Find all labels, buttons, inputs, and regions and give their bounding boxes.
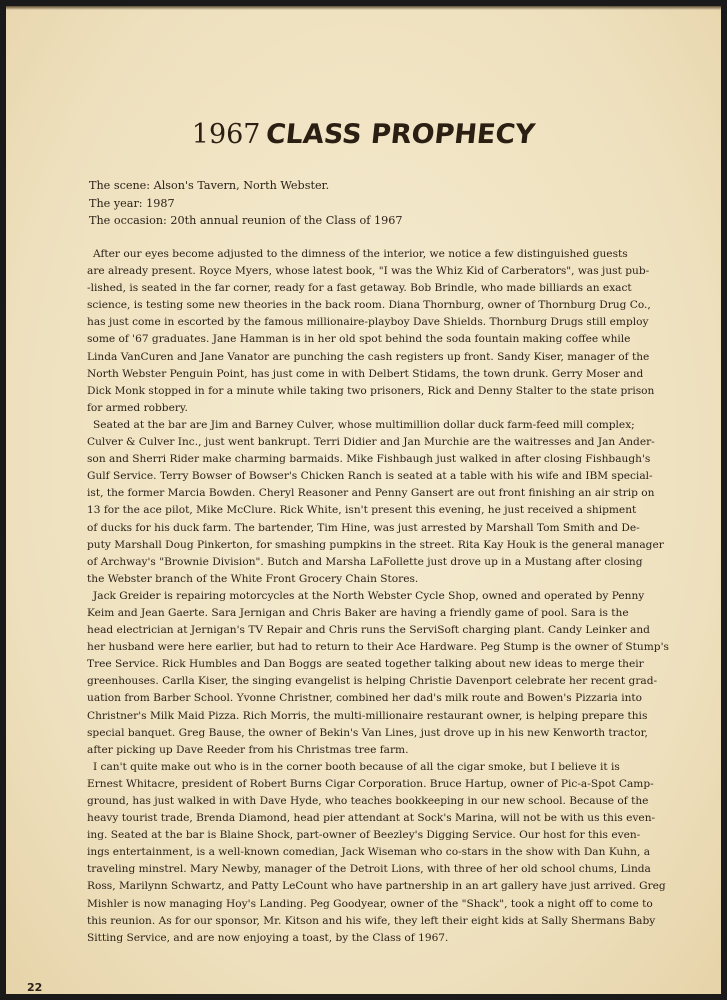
body-line: Tree Service. Rick Humbles and Dan Boggs are seated together talking about new ideas to merge their [87, 658, 644, 671]
body-line: Sitting Service, and are now enjoying a toast, by the Class of 1967. [87, 931, 449, 944]
body-line: puty Marshall Doug Pinkerton, for smashing pumpkins in the street. Rita Kay Houk is the general manager [87, 538, 664, 551]
body-line: Linda VanCuren and Jane Vanator are punching the cash registers up front. Sandy Kiser, manager of the [87, 350, 650, 363]
body-line: North Webster Penguin Point, has just come in with Delbert Stidams, the town drunk. Gerry Moser and [87, 367, 644, 380]
body-line: Mishler is now managing Hoy's Landing. Peg Goodyear, owner of the "Shack", took a night off to come to [87, 897, 653, 910]
body-line: uation from Barber School. Yvonne Christner, combined her dad's milk route and Bowen's Pizzaria into [87, 692, 643, 705]
prophecy-body-text [87, 246, 673, 947]
body-line: 13 for the ace pilot, Mike McClure. Rick White, isn't present this evening, he just received a shipment [87, 504, 637, 517]
year-line: The year: 1987 [89, 196, 175, 210]
body-line: ing. Seated at the bar is Blaine Shock, part-owner of Beezley's Digging Service. Our host for this even- [87, 829, 641, 842]
page-number: 22 [27, 981, 43, 994]
body-line: ground, has just walked in with Dave Hyde, who teaches bookkeeping in our new school. Because of the [87, 795, 649, 807]
body-line: ist, the former Marcia Bowden. Cheryl Reasoner and Penny Gansert are out front finishing an air strip on [87, 487, 655, 500]
body-line: after picking up Dave Reeder from his Christmas tree farm. [87, 743, 409, 756]
body-line: After our eyes become adjusted to the dimness of the interior, we notice a few distinguished guests [93, 248, 628, 260]
occasion-line: The occasion: 20th annual reunion of the Class of 1967 [89, 214, 403, 227]
body-line: of Archway's "Brownie Division". Butch and Marsha LaFollette just drove up in a Mustang after closing [87, 555, 643, 568]
body-line: Gulf Service. Terry Bowser of Bowser's Chicken Ranch is seated at a table with his wife and IBM special- [87, 470, 653, 483]
body-line: -lished, is seated in the far corner, ready for a fast getaway. Bob Brindle, who made billiards an exact [87, 282, 632, 295]
body-line: the Webster branch of the White Front Grocery Chain Stores. [87, 572, 419, 585]
body-line: of ducks for his duck farm. The bartender, Tim Hine, was just arrested by Marshall Tom Smith and De- [87, 521, 640, 534]
title-text: CLASS PROPHECY [264, 119, 537, 150]
body-line: Culver & Culver Inc., just went bankrupt. Terri Didier and Jan Murchie are the waitresses and Jan Ander- [87, 436, 655, 449]
scene-line: The scene: Alson's Tavern, North Webster. [89, 179, 330, 192]
body-line: traveling minstrel. Mary Newby, manager of the Detroit Lions, with three of her old school chums, Linda [87, 863, 651, 876]
body-line: are already present. Royce Myers, whose latest book, "I was the Whiz Kid of Carberators", was just pub- [87, 265, 650, 278]
body-line: her husband were here earlier, but had to return to their Ace Hardware. Peg Stump is the owner of Stump's [87, 641, 669, 654]
body-line: son and Sherri Rider make charming barmaids. Mike Fishbaugh just walked in after closing Fishbaugh's [87, 453, 651, 466]
page-title [6, 119, 721, 150]
body-line: some of '67 graduates. Jane Hamman is in her old spot behind the soda fountain making coffee while [87, 333, 631, 346]
scene-intro [89, 177, 689, 230]
body-line: Seated at the bar are Jim and Barney Culver, whose multimillion dollar duck farm-feed mill complex; [93, 418, 635, 431]
title-year: 1967 [191, 119, 261, 150]
body-line: ings entertainment, is a well-known comedian, Jack Wiseman who co-stars in the show with Dan Kuhn, a [87, 846, 651, 859]
page-shadow-edge [6, 6, 721, 10]
body-line: Ernest Whitacre, president of Robert Burns Cigar Corporation. Bruce Hartup, owner of Pic-a-Spot Camp- [87, 777, 654, 790]
body-line: science, is testing some new theories in the back room. Diana Thornburg, owner of Thornburg Drug Co., [87, 299, 651, 312]
yearbook-page [6, 6, 721, 994]
body-line: heavy tourist trade, Brenda Diamond, head pier attendant at Sock's Marina, will not be with us this even- [87, 812, 656, 825]
body-line: head electrician at Jernigan's TV Repair and Chris runs the ServiSoft charging plant. Candy Leinker and [87, 624, 650, 637]
body-line: this reunion. As for our sponsor, Mr. Kitson and his wife, they left their eight kids at Sally Shermans Baby [87, 914, 656, 927]
body-line: greenhouses. Carlla Kiser, the singing evangelist is helping Christie Davenport celebrate her recent grad- [87, 675, 658, 688]
body-line: special banquet. Greg Bause, the owner of Bekin's Van Lines, just drove up in his new Kenworth tractor, [87, 726, 648, 739]
body-line: Christner's Milk Maid Pizza. Rich Morris, the multi-millionaire restaurant owner, is helping prepare this [87, 709, 648, 722]
body-line: Jack Greider is repairing motorcycles at the North Webster Cycle Shop, owned and operated by Penny [93, 589, 645, 602]
body-line: for armed robbery. [87, 401, 188, 414]
body-line: Ross, Marilynn Schwartz, and Patty LeCount who have partnership in an art gallery have just arrived. Greg [87, 880, 666, 893]
body-line: Keim and Jean Gaerte. Sara Jernigan and Chris Baker are having a friendly game of pool. Sara is the [87, 606, 629, 619]
body-line: I can't quite make out who is in the corner booth because of all the cigar smoke, but I believe it is [93, 760, 620, 773]
body-line: Dick Monk stopped in for a minute while taking two prisoners, Rick and Denny Stalter to the state prison [87, 384, 655, 397]
body-line: has just come in escorted by the famous millionaire-playboy Dave Shields. Thornburg Drugs still employ [87, 316, 649, 329]
